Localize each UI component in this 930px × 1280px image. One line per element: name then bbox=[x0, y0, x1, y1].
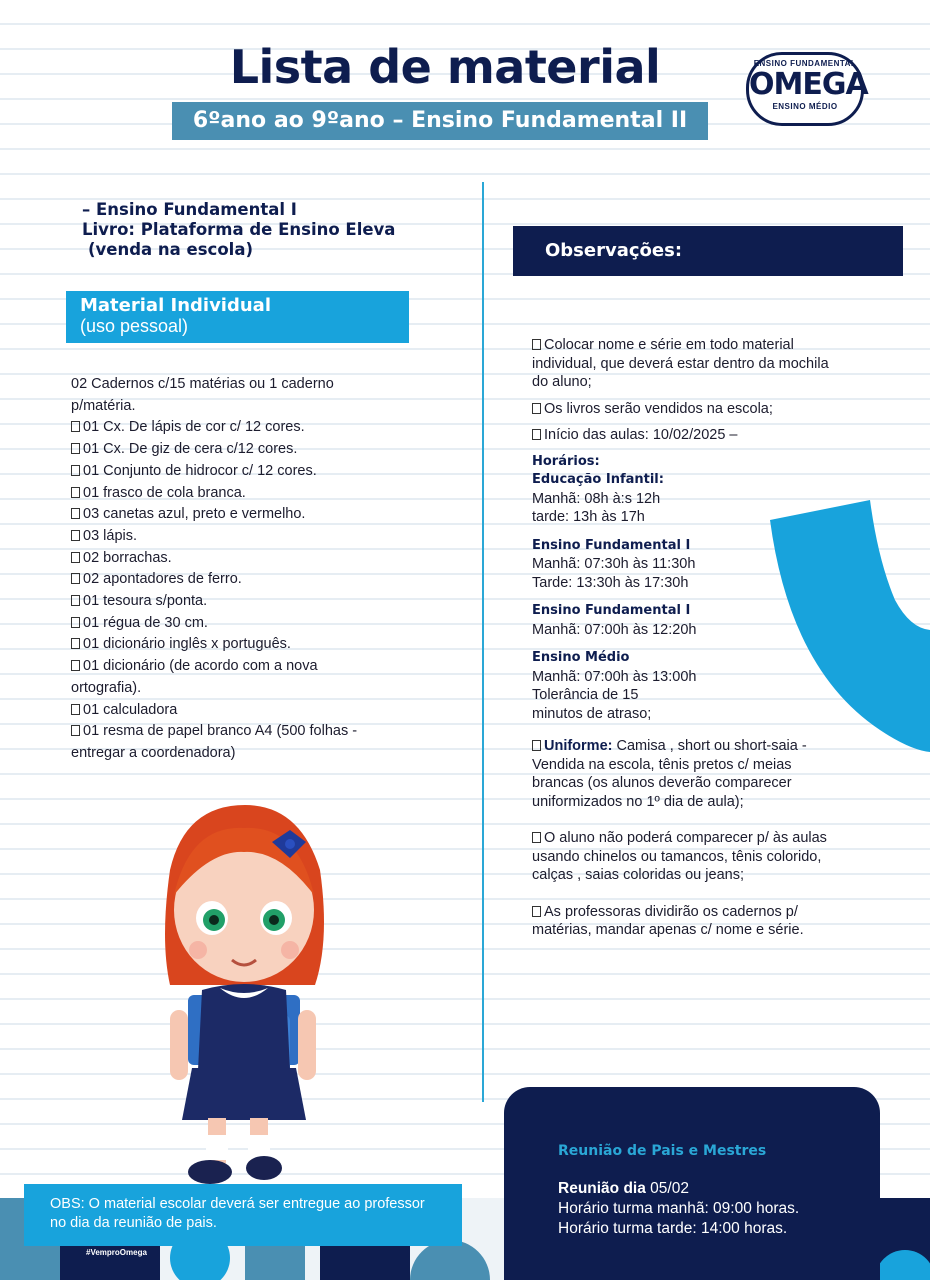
obs-item-livros: Os livros serão vendidos na escola; bbox=[532, 400, 832, 419]
bullet-icon bbox=[71, 552, 80, 563]
meeting-afternoon: Horário turma tarde: 14:00 horas. bbox=[558, 1220, 788, 1237]
school-logo bbox=[746, 52, 868, 126]
bullet-icon bbox=[71, 530, 80, 541]
list-item: 02 Cadernos c/15 matérias ou 1 caderno p/matéria. bbox=[71, 376, 334, 414]
list-item: 01 tesoura s/ponta. bbox=[71, 591, 371, 613]
list-item: 01 Cx. De giz de cera c/12 cores. bbox=[71, 439, 371, 461]
list-item: 01 régua de 30 cm. bbox=[71, 613, 371, 635]
book-info-level: – Ensino Fundamental I bbox=[82, 200, 297, 219]
bullet-icon bbox=[532, 832, 541, 843]
medio-manha: Manhã: 07:00h às 13:00h bbox=[532, 668, 697, 685]
book-info-title: Livro: Plataforma de Ensino Eleva bbox=[82, 220, 396, 239]
bullet-icon bbox=[71, 573, 80, 584]
meeting-morning: Horário turma manhã: 09:00 horas. bbox=[558, 1200, 800, 1217]
obs-item-chinelos: O aluno não poderá comparecer p/ às aulas usando chinelos ou tamancos, tênis colorido, calças , saias coloridas ou jeans; bbox=[532, 830, 827, 883]
column-divider bbox=[482, 182, 484, 1102]
bullet-icon bbox=[71, 725, 80, 736]
bullet-icon bbox=[71, 487, 80, 498]
bullet-icon bbox=[532, 403, 541, 414]
bullet-icon bbox=[71, 595, 80, 606]
infantil-manha: Manhã: 08h à:s 12h bbox=[532, 490, 661, 507]
fund2-manha: Manhã: 07:00h às 12:20h bbox=[532, 621, 697, 638]
observacoes-header: Observações: bbox=[513, 226, 903, 276]
meeting-date: Reunião dia 05/02 bbox=[558, 1180, 689, 1197]
material-title: Material Individual bbox=[80, 295, 271, 316]
list-item: 01 dicionário (de acordo com a nova ortografia). bbox=[71, 658, 318, 696]
bullet-icon bbox=[71, 704, 80, 715]
medio-label: Ensino Médio bbox=[532, 650, 630, 665]
fund1-manha: Manhã: 07:30h às 11:30h bbox=[532, 556, 696, 572]
bullet-icon bbox=[71, 617, 80, 628]
material-list bbox=[71, 374, 371, 765]
bullet-icon bbox=[71, 465, 80, 476]
fund2-label: Ensino Fundamental I bbox=[532, 603, 691, 618]
fund1-label: Ensino Fundamental I bbox=[532, 537, 691, 553]
obs-item-inicio: Início das aulas: 10/02/2025 – bbox=[532, 426, 832, 445]
bullet-icon bbox=[71, 443, 80, 454]
list-item: 02 borrachas. bbox=[71, 548, 371, 570]
book-info bbox=[82, 200, 442, 260]
obs-note: OBS: O material escolar deverá ser entregue ao professor no dia da reunião de pais. bbox=[24, 1184, 462, 1246]
bullet-icon bbox=[71, 421, 80, 432]
list-item: 01 frasco de cola branca. bbox=[71, 483, 371, 505]
list-item: 02 apontadores de ferro. bbox=[71, 569, 371, 591]
observacoes-list bbox=[532, 336, 832, 948]
obs-item-cadernos: As professoras dividirão os cadernos p/ matérias, mandar apenas c/ nome e série. bbox=[532, 903, 804, 938]
bullet-icon bbox=[71, 638, 80, 649]
bullet-icon bbox=[532, 429, 541, 440]
material-subtitle: (uso pessoal) bbox=[80, 316, 189, 336]
list-item: 01 resma de papel branco A4 (500 folhas -entregar a coordenadora) bbox=[71, 723, 358, 761]
bullet-icon bbox=[532, 740, 541, 751]
list-item: 03 canetas azul, preto e vermelho. bbox=[71, 504, 371, 526]
list-item: 03 lápis. bbox=[71, 526, 371, 548]
infantil-tarde: tarde: 13h às 17h bbox=[532, 509, 645, 525]
fund1-tarde: Tarde: 13:30h às 17:30h bbox=[532, 574, 689, 591]
book-info-note: (venda na escola) bbox=[88, 240, 254, 259]
list-item: 01 Conjunto de hidrocor c/ 12 cores. bbox=[71, 461, 371, 483]
list-item: 01 Cx. De lápis de cor c/ 12 cores. bbox=[71, 417, 371, 439]
tolerancia: Tolerância de 15 minutos de atraso; bbox=[532, 687, 652, 722]
bullet-icon bbox=[532, 339, 541, 350]
material-header bbox=[66, 291, 409, 343]
bullet-icon bbox=[71, 508, 80, 519]
logo-main-text: OMEGA bbox=[749, 67, 868, 102]
logo-top-text: ENSINO FUNDAMENTAL bbox=[753, 59, 857, 68]
obs-item-uniforme: Uniforme: Camisa , short ou short-saia - Vendida na escola, tênis pretos c/ meias brancas (os alunos deverão comparecer uniformizados no 1º dia de aula); bbox=[532, 738, 807, 810]
infantil-label: Educação Infantil: bbox=[532, 472, 664, 487]
hashtag-text: #VemproOmega bbox=[86, 1248, 147, 1257]
bullet-icon bbox=[532, 906, 541, 917]
page-title: Lista de material bbox=[229, 40, 661, 94]
page-subtitle: 6ºano ao 9ºano – Ensino Fundamental II bbox=[172, 102, 708, 140]
meeting-title: Reunião de Pais e Mestres bbox=[558, 1143, 767, 1159]
horarios-label: Horários: bbox=[532, 453, 600, 469]
list-item: 01 dicionário inglês x português. bbox=[71, 634, 371, 656]
obs-item-nome: Colocar nome e série em todo material individual, que deverá estar dentro da mochila do aluno; bbox=[532, 337, 829, 390]
list-item: 01 calculadora bbox=[71, 700, 371, 722]
student-girl-illustration bbox=[140, 800, 345, 1195]
bullet-icon bbox=[71, 660, 80, 671]
meeting-box bbox=[504, 1087, 880, 1280]
logo-bottom-text: ENSINO MÉDIO bbox=[772, 102, 838, 111]
